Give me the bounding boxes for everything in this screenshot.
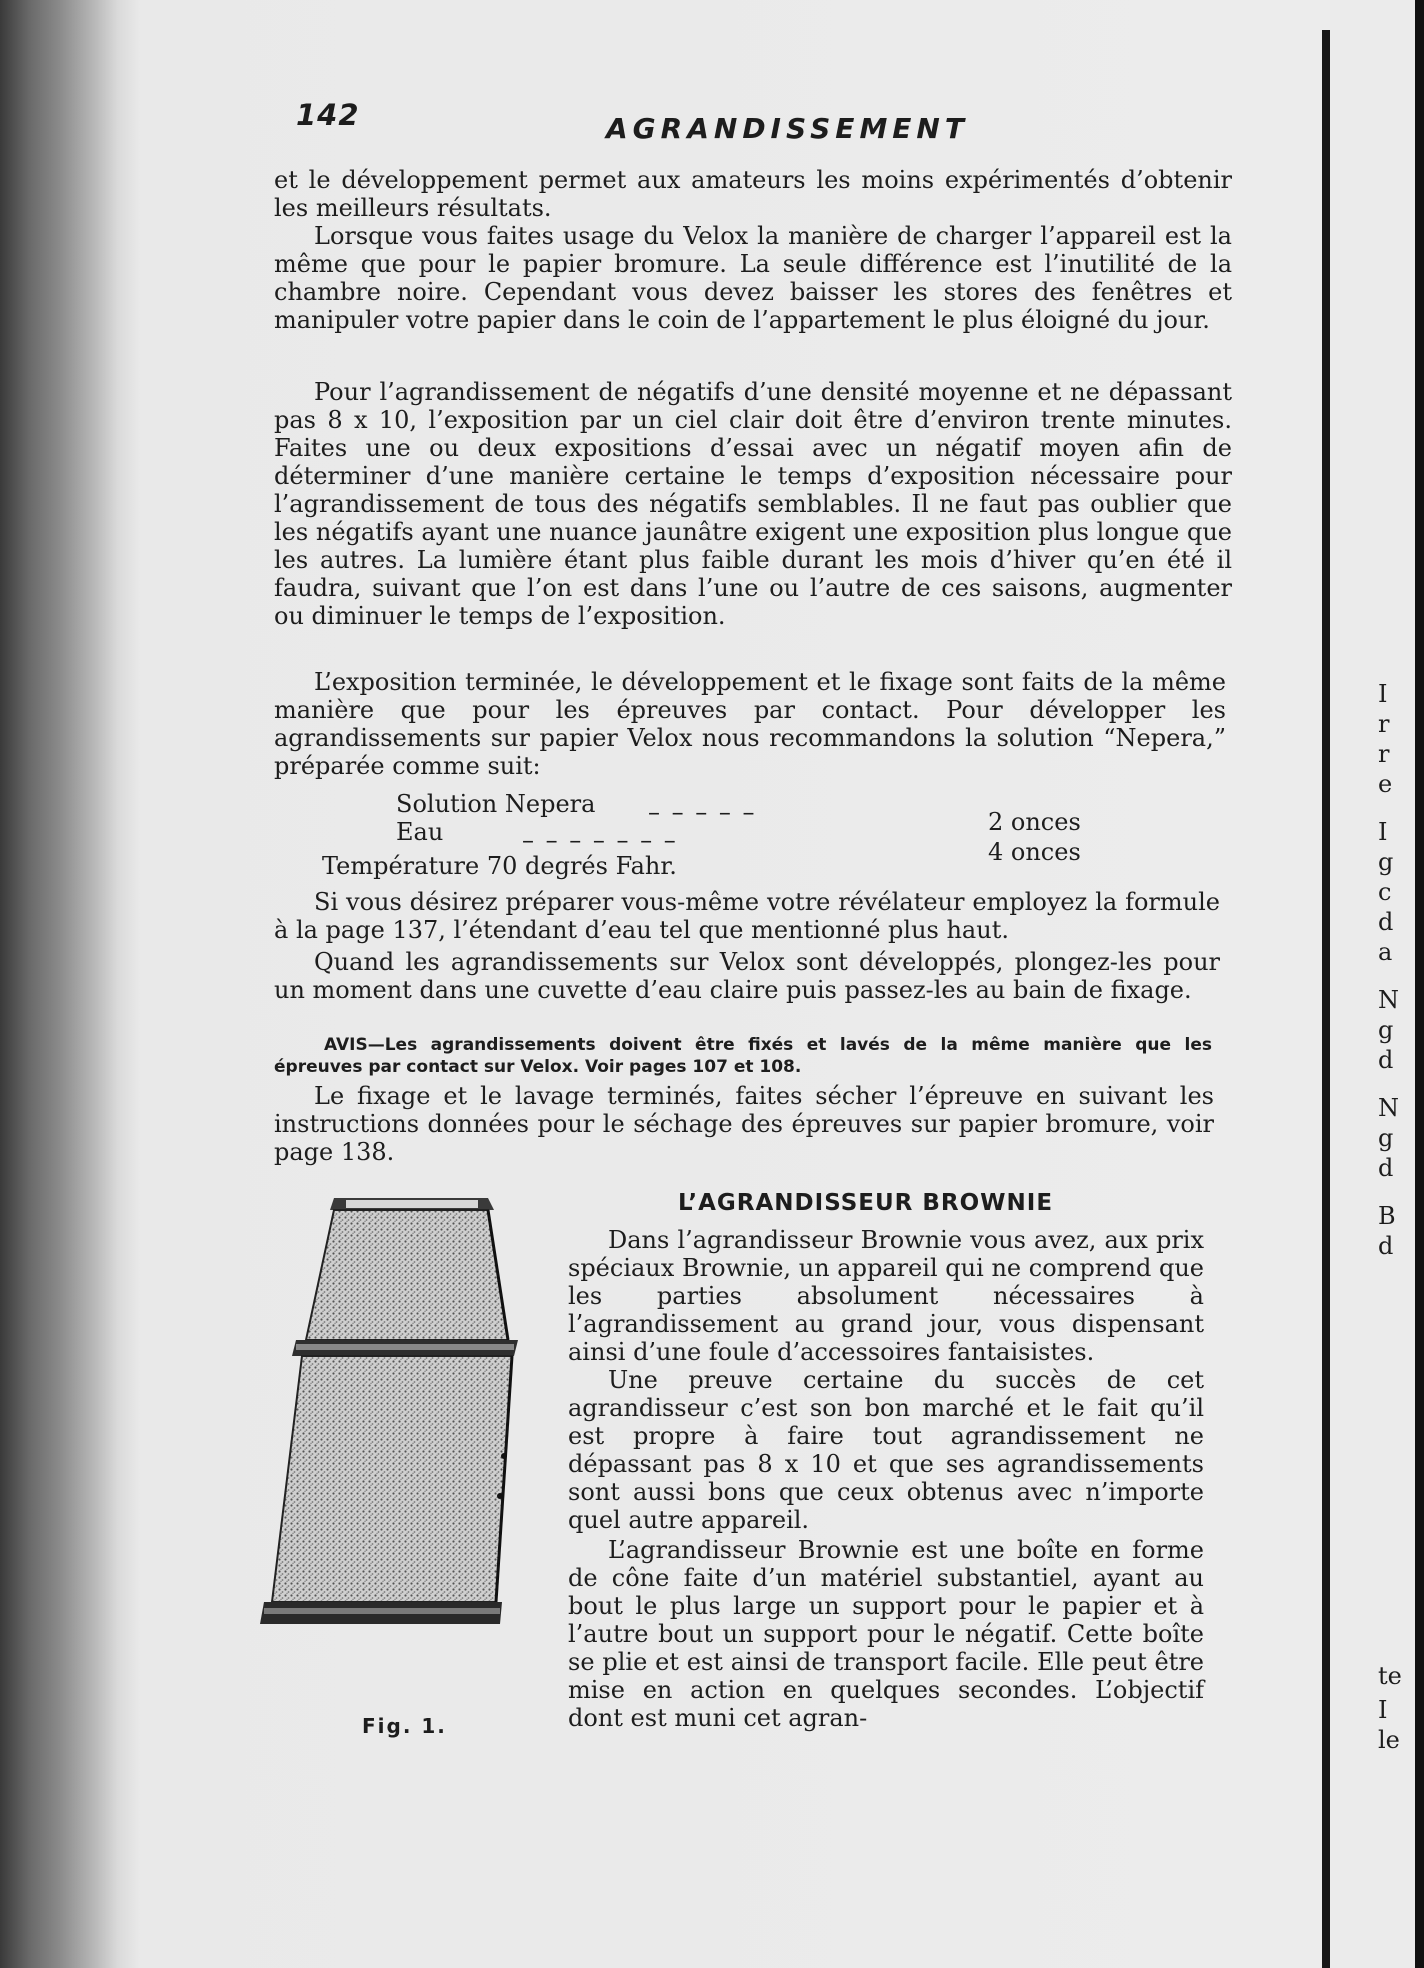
formula-ingredient-2: Eau	[396, 818, 444, 846]
margin-letter: r	[1378, 740, 1390, 768]
section-paragraph-1: Dans l’agrandisseur Brownie vous avez, aux prix spéciaux Brownie, un appareil qui ne comprend que les parties absolument nécessaires à l’agrandissement au grand jour, vous dispensant ainsi d’une foule d’accessoires fantaisistes.	[568, 1226, 1204, 1366]
margin-letter: a	[1378, 938, 1393, 966]
margin-letter: N	[1378, 1094, 1399, 1122]
margin-letter: te	[1378, 1662, 1402, 1690]
formula-quantity-2: 4 onces	[988, 838, 1081, 866]
page-number: 142	[296, 98, 360, 132]
margin-letter: d	[1378, 1232, 1394, 1260]
paragraph-4: L’exposition terminée, le développement et le fixage sont faits de la même manière que pour les épreuves par contact. Pour développer les agrandissements sur papier Velox nous recommandons la solution “Nepera,” préparée comme suit:	[274, 668, 1226, 780]
paragraph-2: Lorsque vous faites usage du Velox la manière de charger l’appareil est la même que pour le papier bromure. La seule différence est l’inutilité de la chambre noire. Cependant vous devez baisser les stores des fenêtres et manipuler votre papier dans le coin de l’appartement le plus éloigné du jour.	[274, 222, 1232, 334]
margin-letter: e	[1378, 770, 1393, 798]
formula-dashes-2: – – – – – – –	[522, 826, 678, 854]
margin-letter: c	[1378, 878, 1392, 906]
margin-letter: B	[1378, 1202, 1396, 1230]
margin-letter: g	[1378, 1016, 1394, 1044]
margin-letter: I	[1378, 818, 1388, 846]
paragraph-3: Pour l’agrandissement de négatifs d’une densité moyenne et ne dépassant pas 8 x 10, l’exposition par un ciel clair doit être d’environ trente minutes. Faites une ou deux expositions d’essai avec un négatif moyen afin de déterminer d’une manière certaine le temps d’exposition nécessaire pour l’agrandissement de tous des négatifs semblables. Il ne faut pas oublier que les négatifs ayant une nuance jaunâtre exigent une exposition plus longue que les autres. La lumière étant plus faible durant les mois d’hiver qu’en été il faudra, suivant que l’on est dans l’une ou l’autre de ces saisons, augmenter ou diminuer le temps de l’exposition.	[274, 378, 1232, 630]
running-title: AGRANDISSEMENT	[606, 112, 969, 145]
margin-letter: g	[1378, 1124, 1394, 1152]
formula-dashes-1: – – – – –	[648, 798, 757, 826]
paragraph-1: et le développement permet aux amateurs les moins expérimentés d’obtenir les meilleurs résultats.	[274, 166, 1232, 222]
paragraph-5: Si vous désirez préparer vous-même votre révélateur employez la formule à la page 137, l’étendant d’eau tel que mentionné plus haut.	[274, 888, 1220, 944]
right-page-margin-text	[1378, 0, 1418, 1968]
formula-temperature: Température 70 degrés Fahr.	[322, 852, 677, 880]
formula-quantity-1: 2 onces	[988, 808, 1081, 836]
paragraph-7: Le fixage et le lavage terminés, faites sécher l’épreuve en suivant les instructions données pour le séchage des épreuves sur papier bromure, voir page 138.	[274, 1082, 1214, 1166]
margin-letter: I	[1378, 1696, 1388, 1724]
paragraph-6: Quand les agrandissements sur Velox sont développés, plongez-les pour un moment dans une cuvette d’eau claire puis passez-les au bain de fixage.	[274, 948, 1220, 1004]
formula-ingredient-1: Solution Nepera	[396, 790, 596, 818]
margin-letter: N	[1378, 986, 1399, 1014]
notice-avis: AVIS—Les agrandissements doivent être fixés et lavés de la même manière que les épreuves par contact sur Velox. Voir pages 107 et 108.	[274, 1035, 1212, 1077]
margin-letter: g	[1378, 848, 1394, 876]
section-paragraph-3: L’agrandisseur Brownie est une boîte en forme de cône faite d’un matériel substantiel, ayant au bout le plus large un support pour le papier et à l’autre bout un support pour le négatif. Cette boîte se plie et est ainsi de transport facile. Elle peut être mise en action en quelques secondes. L’objectif dont est muni cet agran-	[568, 1536, 1204, 1732]
margin-letter: d	[1378, 1046, 1394, 1074]
section-heading: L’AGRANDISSEUR BROWNIE	[678, 1190, 1054, 1216]
margin-letter: le	[1378, 1726, 1400, 1754]
margin-letter: d	[1378, 1154, 1394, 1182]
section-paragraph-2: Une preuve certaine du succès de cet agrandisseur c’est son bon marché et le fait qu’il est propre à faire tout agrandissement ne dépassant pas 8 x 10 et que ses agrandissements sont aussi bons que ceux obtenus avec n’importe quel autre appareil.	[568, 1366, 1204, 1534]
brownie-enlarger-illustration	[260, 1192, 520, 1682]
margin-letter: d	[1378, 908, 1394, 936]
margin-letter: r	[1378, 710, 1390, 738]
figure-caption: Fig. 1.	[362, 1714, 447, 1738]
page-gutter	[1322, 30, 1330, 1968]
margin-letter: I	[1378, 680, 1388, 708]
